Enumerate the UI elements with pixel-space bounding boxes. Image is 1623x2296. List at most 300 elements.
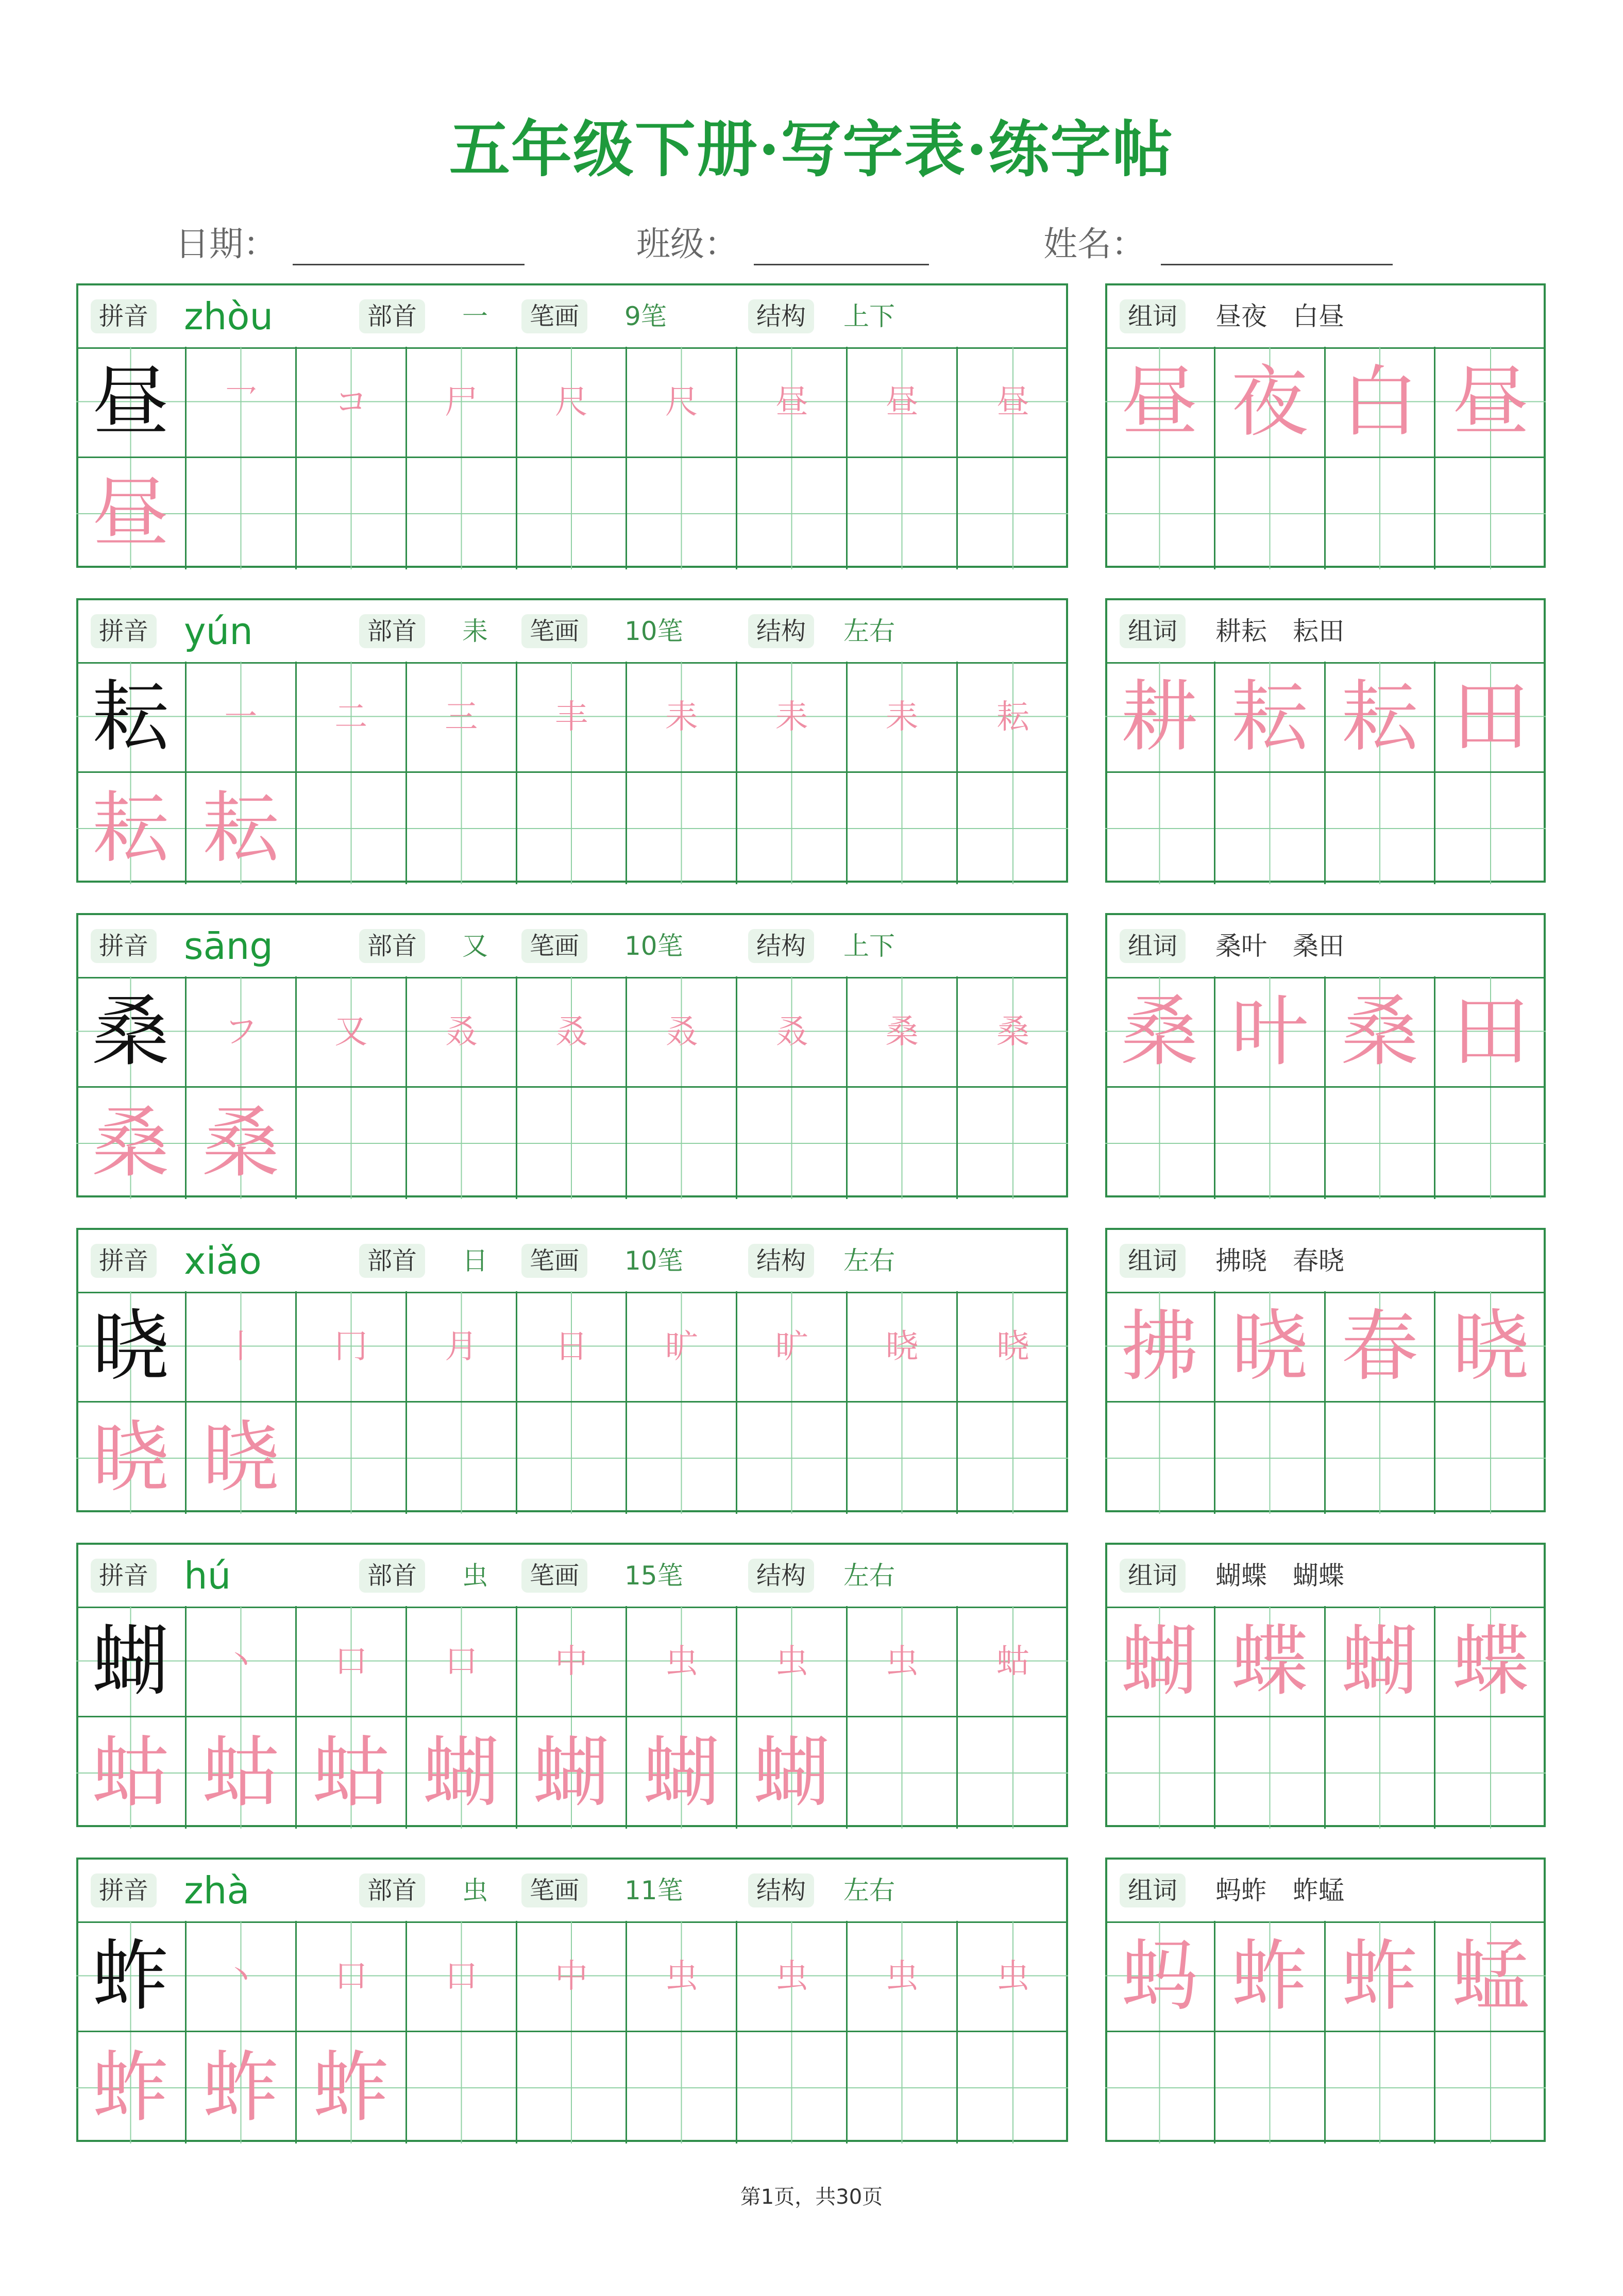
trace-cell[interactable] — [76, 773, 187, 884]
practice-cell[interactable] — [407, 1403, 517, 1514]
main-char-cell-glyph: 蝴 — [92, 1617, 170, 1707]
trace-cell-glyph: 桑 — [202, 1099, 280, 1188]
words-header — [1107, 1860, 1544, 1923]
stroke-step-cell-glyph: 叒 — [445, 1013, 478, 1051]
main-char-cell-glyph: 昼 — [92, 358, 170, 447]
main-char-cell-glyph: 晓 — [92, 1302, 170, 1392]
words-block-4 — [1105, 1228, 1546, 1512]
word-char-cell-glyph: 田 — [1452, 987, 1530, 1077]
practice-cell[interactable] — [737, 458, 848, 569]
pinyin-value: yún — [184, 610, 253, 653]
word-char-cell-glyph: 蚱 — [1341, 1932, 1418, 2021]
stroke-step-cell-glyph: 口 — [445, 1957, 478, 1996]
pinyin-tag: 拼音 — [91, 1244, 157, 1278]
word-practice-cell[interactable] — [1326, 1088, 1436, 1199]
word-char-cell[interactable] — [1435, 976, 1546, 1088]
trace-cell[interactable] — [76, 1403, 187, 1514]
radical-value: 虫 — [462, 1561, 488, 1591]
trace-cell-glyph: 蚱 — [92, 2043, 170, 2133]
stroke-step-cell[interactable] — [407, 1291, 517, 1403]
practice-cell[interactable] — [297, 1088, 407, 1199]
radical-tag: 部首 — [359, 929, 425, 963]
word-char-cell[interactable] — [1435, 1921, 1546, 2032]
main-char-cell[interactable] — [76, 1921, 187, 2032]
practice-cell[interactable] — [187, 458, 297, 569]
pinyin-tag: 拼音 — [91, 1559, 157, 1593]
word-char-cell-glyph: 桑 — [1121, 987, 1198, 1077]
stroke-step-cell[interactable] — [187, 1606, 297, 1717]
word-practice-cell[interactable] — [1105, 773, 1215, 884]
trace-cell[interactable] — [76, 458, 187, 569]
words-header — [1107, 1230, 1544, 1293]
practice-cell[interactable] — [848, 1717, 958, 1829]
word-char-cell[interactable] — [1326, 1606, 1436, 1717]
word-practice-cell[interactable] — [1326, 458, 1436, 569]
stroke-step-cell[interactable] — [517, 662, 628, 773]
trace-cell-glyph: 蚱 — [202, 2043, 280, 2133]
trace-cell-glyph: 蛄 — [312, 1728, 390, 1818]
class-field — [636, 216, 929, 265]
practice-cell[interactable] — [958, 1403, 1068, 1514]
practice-cell[interactable] — [627, 458, 737, 569]
word-char-cell[interactable] — [1105, 1606, 1215, 1717]
stroke-step-cell[interactable] — [517, 1291, 628, 1403]
stroke-step-cell-glyph: 口 — [334, 1643, 368, 1681]
radical-value: 又 — [462, 931, 488, 961]
word-char-cell-glyph: 叶 — [1231, 987, 1309, 1077]
word-practice-cell[interactable] — [1215, 773, 1326, 884]
stroke-step-cell[interactable] — [627, 1606, 737, 1717]
date-label: 日期： — [175, 224, 277, 264]
word-practice-cell[interactable] — [1105, 2032, 1215, 2143]
word-char-cell[interactable] — [1435, 662, 1546, 773]
strokes-tag: 笔画 — [521, 1873, 587, 1907]
words-block-1 — [1105, 283, 1546, 568]
stroke-step-cell-glyph: 中 — [554, 1957, 588, 1996]
words-header — [1107, 915, 1544, 978]
words-tag: 组词 — [1120, 299, 1186, 333]
word-char-cell[interactable] — [1105, 662, 1215, 773]
strokes-tag: 笔画 — [521, 299, 587, 333]
pinyin-value: sāng — [184, 924, 273, 968]
word-practice-cell[interactable] — [1215, 1403, 1326, 1514]
stroke-step-cell[interactable] — [848, 1921, 958, 2032]
word-char-cell[interactable] — [1215, 1606, 1326, 1717]
stroke-step-cell-glyph: フ — [224, 1013, 258, 1051]
word-practice-cell[interactable] — [1435, 1403, 1546, 1514]
class-input-line[interactable] — [754, 222, 929, 265]
stroke-step-cell-glyph: 晓 — [885, 1328, 919, 1366]
words-value: 拂晓 春晓 — [1215, 1246, 1344, 1276]
word-char-cell[interactable] — [1435, 347, 1546, 458]
structure-value: 上下 — [843, 931, 895, 961]
trace-cell-glyph: 晓 — [202, 1413, 280, 1503]
practice-cell[interactable] — [517, 1088, 628, 1199]
practice-cell[interactable] — [517, 458, 628, 569]
word-char-cell-glyph: 春 — [1341, 1302, 1418, 1392]
stroke-step-cell[interactable] — [517, 976, 628, 1088]
word-practice-cell[interactable] — [1105, 1088, 1215, 1199]
words-block-2 — [1105, 598, 1546, 883]
stroke-step-cell[interactable] — [297, 976, 407, 1088]
stroke-step-cell-glyph: 虫 — [775, 1643, 808, 1681]
trace-cell[interactable] — [187, 1403, 297, 1514]
practice-cell[interactable] — [958, 458, 1068, 569]
word-char-cell[interactable] — [1435, 1291, 1546, 1403]
word-char-cell-glyph: 晓 — [1452, 1302, 1530, 1392]
stroke-step-cell[interactable] — [737, 1921, 848, 2032]
word-char-cell-glyph: 耕 — [1121, 672, 1198, 762]
trace-cell[interactable] — [187, 1717, 297, 1829]
trace-cell-glyph: 蝴 — [422, 1728, 500, 1818]
stroke-step-cell-glyph: 虫 — [996, 1957, 1030, 1996]
word-char-cell[interactable] — [1105, 347, 1215, 458]
strokes-tag: 笔画 — [521, 929, 587, 963]
trace-cell-glyph: 蝴 — [532, 1728, 610, 1818]
words-tag: 组词 — [1120, 929, 1186, 963]
stroke-step-cell-glyph: 中 — [554, 1643, 588, 1681]
stroke-step-cell-glyph: 尺 — [554, 383, 588, 421]
stroke-step-cell-glyph: 耒 — [665, 698, 698, 736]
strokes-tag: 笔画 — [521, 1244, 587, 1278]
practice-cell[interactable] — [737, 1088, 848, 1199]
practice-cell[interactable] — [958, 1088, 1068, 1199]
word-char-cell-glyph: 桑 — [1341, 987, 1418, 1077]
trace-cell[interactable] — [187, 1088, 297, 1199]
char-block-3 — [76, 913, 1068, 1197]
strokes-tag: 笔画 — [521, 1559, 587, 1593]
trace-cell[interactable] — [297, 2032, 407, 2143]
word-practice-cell[interactable] — [1215, 1088, 1326, 1199]
main-char-cell[interactable] — [76, 662, 187, 773]
date-field — [175, 216, 525, 265]
trace-cell[interactable] — [76, 2032, 187, 2143]
stroke-step-cell[interactable] — [958, 1921, 1068, 2032]
stroke-step-cell-glyph: 又 — [334, 1013, 368, 1051]
practice-cell[interactable] — [737, 773, 848, 884]
word-practice-cell[interactable] — [1435, 458, 1546, 569]
stroke-step-cell-glyph: 虫 — [775, 1957, 808, 1996]
word-practice-cell[interactable] — [1105, 1403, 1215, 1514]
stroke-step-cell[interactable] — [407, 1921, 517, 2032]
word-char-cell-glyph: 耘 — [1231, 672, 1309, 762]
stroke-step-cell-glyph: 丶 — [224, 1643, 258, 1681]
word-practice-cell[interactable] — [1435, 2032, 1546, 2143]
main-char-cell[interactable] — [76, 976, 187, 1088]
main-char-cell[interactable] — [76, 347, 187, 458]
trace-cell-glyph: 蚱 — [312, 2043, 390, 2133]
stroke-step-cell-glyph: 二 — [334, 698, 368, 736]
word-char-cell-glyph: 田 — [1452, 672, 1530, 762]
pinyin-tag: 拼音 — [91, 614, 157, 648]
stroke-step-cell-glyph: 月 — [445, 1328, 478, 1366]
stroke-step-cell-glyph: 昼 — [996, 383, 1030, 421]
trace-cell-glyph: 昼 — [92, 469, 170, 559]
practice-cell[interactable] — [737, 2032, 848, 2143]
stroke-step-cell[interactable] — [737, 976, 848, 1088]
word-char-cell[interactable] — [1326, 976, 1436, 1088]
word-char-cell[interactable] — [1105, 1291, 1215, 1403]
trace-cell[interactable] — [187, 773, 297, 884]
practice-cell[interactable] — [297, 458, 407, 569]
practice-cell[interactable] — [407, 1088, 517, 1199]
word-practice-cell[interactable] — [1105, 458, 1215, 569]
structure-tag: 结构 — [748, 1559, 814, 1593]
word-char-cell-glyph: 蚱 — [1231, 1932, 1309, 2021]
stroke-step-cell[interactable] — [187, 1291, 297, 1403]
word-practice-cell[interactable] — [1215, 2032, 1326, 2143]
stroke-step-cell[interactable] — [627, 662, 737, 773]
practice-cell[interactable] — [848, 773, 958, 884]
date-input-line[interactable] — [293, 222, 525, 265]
stroke-step-cell[interactable] — [297, 1291, 407, 1403]
stroke-step-cell[interactable] — [848, 1606, 958, 1717]
radical-tag: 部首 — [359, 614, 425, 648]
stroke-step-cell-glyph: 乛 — [224, 383, 258, 421]
practice-cell[interactable] — [848, 1088, 958, 1199]
trace-cell[interactable] — [517, 1717, 628, 1829]
stroke-step-cell-glyph: 日 — [554, 1328, 588, 1366]
word-char-cell-glyph: 昼 — [1121, 358, 1198, 447]
words-header — [1107, 285, 1544, 349]
word-practice-cell[interactable] — [1435, 1088, 1546, 1199]
strokes-value: 10笔 — [624, 931, 683, 961]
trace-cell[interactable] — [297, 1717, 407, 1829]
structure-tag: 结构 — [748, 929, 814, 963]
stroke-step-cell-glyph: 旷 — [665, 1328, 698, 1366]
stroke-step-cell[interactable] — [958, 662, 1068, 773]
practice-cell[interactable] — [407, 773, 517, 884]
word-char-cell[interactable] — [1215, 662, 1326, 773]
stroke-step-cell[interactable] — [297, 662, 407, 773]
stroke-step-cell[interactable] — [848, 662, 958, 773]
word-char-cell[interactable] — [1326, 1921, 1436, 2032]
stroke-step-cell[interactable] — [848, 347, 958, 458]
structure-tag: 结构 — [748, 1873, 814, 1907]
practice-cell[interactable] — [517, 1403, 628, 1514]
name-field — [1043, 216, 1393, 265]
practice-cell[interactable] — [297, 1403, 407, 1514]
practice-cell[interactable] — [627, 2032, 737, 2143]
stroke-step-cell[interactable] — [627, 1921, 737, 2032]
practice-cell[interactable] — [737, 1403, 848, 1514]
pinyin-value: xiǎo — [184, 1239, 262, 1282]
word-char-cell[interactable] — [1215, 1921, 1326, 2032]
word-char-cell[interactable] — [1326, 662, 1436, 773]
practice-cell[interactable] — [958, 773, 1068, 884]
word-char-cell-glyph: 蝶 — [1231, 1617, 1309, 1707]
practice-cell[interactable] — [958, 2032, 1068, 2143]
trace-cell[interactable] — [76, 1088, 187, 1199]
stroke-step-cell[interactable] — [407, 976, 517, 1088]
words-block-6 — [1105, 1858, 1546, 2142]
word-practice-cell[interactable] — [1326, 773, 1436, 884]
stroke-step-cell[interactable] — [187, 976, 297, 1088]
word-practice-cell[interactable] — [1215, 458, 1326, 569]
practice-cell[interactable] — [848, 458, 958, 569]
stroke-step-cell-glyph: 尸 — [445, 383, 478, 421]
stroke-step-cell-glyph: 冂 — [334, 1328, 368, 1366]
stroke-step-cell[interactable] — [517, 1606, 628, 1717]
word-char-cell-glyph: 白 — [1341, 358, 1418, 447]
info-row — [0, 216, 1623, 273]
practice-cell[interactable] — [627, 1088, 737, 1199]
stroke-step-cell[interactable] — [517, 347, 628, 458]
words-header — [1107, 1545, 1544, 1608]
stroke-step-cell-glyph: 虫 — [885, 1957, 919, 1996]
char-block-2 — [76, 598, 1068, 883]
stroke-step-cell-glyph: 耒 — [775, 698, 808, 736]
stroke-step-cell[interactable] — [848, 976, 958, 1088]
stroke-step-cell-glyph: 旷 — [775, 1328, 808, 1366]
word-char-cell-glyph: 夜 — [1231, 358, 1309, 447]
word-char-cell[interactable] — [1105, 976, 1215, 1088]
trace-cell[interactable] — [627, 1717, 737, 1829]
stroke-step-cell[interactable] — [407, 347, 517, 458]
char-header — [78, 1230, 1066, 1293]
stroke-step-cell-glyph: 桑 — [885, 1013, 919, 1051]
stroke-step-cell[interactable] — [958, 1291, 1068, 1403]
stroke-step-cell[interactable] — [517, 1921, 628, 2032]
word-char-cell[interactable] — [1326, 347, 1436, 458]
stroke-step-cell-glyph: 昼 — [885, 383, 919, 421]
word-char-cell-glyph: 蜢 — [1452, 1932, 1530, 2021]
word-char-cell[interactable] — [1215, 1291, 1326, 1403]
char-header — [78, 1860, 1066, 1923]
stroke-step-cell-glyph: コ — [334, 383, 368, 421]
practice-cell[interactable] — [407, 458, 517, 569]
trace-cell-glyph: 蝴 — [753, 1728, 831, 1818]
words-block-5 — [1105, 1543, 1546, 1827]
stroke-step-cell[interactable] — [737, 662, 848, 773]
stroke-step-cell[interactable] — [958, 976, 1068, 1088]
char-header — [78, 915, 1066, 978]
structure-value: 左右 — [843, 1561, 895, 1591]
stroke-step-cell[interactable] — [958, 1606, 1068, 1717]
name-label: 姓名： — [1043, 224, 1145, 264]
stroke-step-cell[interactable] — [627, 347, 737, 458]
trace-cell-glyph: 耘 — [202, 784, 280, 873]
stroke-step-cell[interactable] — [627, 976, 737, 1088]
word-practice-cell[interactable] — [1326, 2032, 1436, 2143]
pinyin-tag: 拼音 — [91, 299, 157, 333]
words-block-3 — [1105, 913, 1546, 1197]
word-char-cell-glyph: 耘 — [1341, 672, 1418, 762]
stroke-step-cell-glyph: 丶 — [224, 1957, 258, 1996]
practice-cell[interactable] — [848, 1403, 958, 1514]
main-char-cell[interactable] — [76, 1606, 187, 1717]
pinyin-value: zhòu — [184, 295, 274, 338]
trace-cell-glyph: 蛄 — [202, 1728, 280, 1818]
word-char-cell-glyph: 蝴 — [1341, 1617, 1418, 1707]
word-practice-cell[interactable] — [1435, 1717, 1546, 1829]
stroke-step-cell[interactable] — [958, 347, 1068, 458]
page-title: 五年级下册·写字表·练字帖 — [449, 113, 1174, 185]
stroke-step-cell-glyph: 晓 — [996, 1328, 1030, 1366]
stroke-step-cell[interactable] — [737, 347, 848, 458]
practice-cell[interactable] — [627, 1403, 737, 1514]
strokes-value: 11笔 — [624, 1876, 683, 1905]
char-block-1 — [76, 283, 1068, 568]
name-input-line[interactable] — [1161, 222, 1393, 265]
words-tag: 组词 — [1120, 1244, 1186, 1278]
practice-cell[interactable] — [517, 773, 628, 884]
stroke-step-cell[interactable] — [297, 1606, 407, 1717]
trace-cell[interactable] — [76, 1717, 187, 1829]
stroke-step-cell[interactable] — [737, 1291, 848, 1403]
stroke-step-cell-glyph: 桑 — [996, 1013, 1030, 1051]
char-block-5 — [76, 1543, 1068, 1827]
stroke-step-cell[interactable] — [187, 347, 297, 458]
char-header — [78, 600, 1066, 664]
stroke-step-cell-glyph: 丰 — [554, 698, 588, 736]
word-practice-cell[interactable] — [1326, 1717, 1436, 1829]
structure-value: 左右 — [843, 1876, 895, 1905]
stroke-step-cell[interactable] — [848, 1291, 958, 1403]
main-char-cell-glyph: 蚱 — [92, 1932, 170, 2021]
main-char-cell-glyph: 耘 — [92, 672, 170, 762]
structure-tag: 结构 — [748, 614, 814, 648]
words-value: 蝴蝶 蝴蝶 — [1215, 1561, 1344, 1591]
main-char-cell[interactable] — [76, 1291, 187, 1403]
word-char-cell[interactable] — [1435, 1606, 1546, 1717]
practice-cell[interactable] — [848, 2032, 958, 2143]
stroke-step-cell[interactable] — [297, 347, 407, 458]
practice-cell[interactable] — [958, 1717, 1068, 1829]
word-practice-cell[interactable] — [1326, 1403, 1436, 1514]
pinyin-tag: 拼音 — [91, 1873, 157, 1907]
pinyin-value: zhà — [184, 1869, 250, 1912]
word-char-cell[interactable] — [1215, 976, 1326, 1088]
word-practice-cell[interactable] — [1435, 773, 1546, 884]
stroke-step-cell-glyph: 叒 — [665, 1013, 698, 1051]
stroke-step-cell[interactable] — [407, 662, 517, 773]
word-char-cell[interactable] — [1326, 1291, 1436, 1403]
stroke-step-cell[interactable] — [737, 1606, 848, 1717]
practice-cell[interactable] — [627, 773, 737, 884]
trace-cell[interactable] — [407, 1717, 517, 1829]
practice-cell[interactable] — [297, 773, 407, 884]
practice-cell[interactable] — [517, 2032, 628, 2143]
words-value: 昼夜 白昼 — [1215, 301, 1344, 331]
stroke-step-cell[interactable] — [297, 1921, 407, 2032]
radical-value: 一 — [462, 301, 488, 331]
strokes-value: 15笔 — [624, 1561, 683, 1591]
stroke-step-cell[interactable] — [187, 662, 297, 773]
words-value: 蚂蚱 蚱蜢 — [1215, 1876, 1344, 1905]
trace-cell[interactable] — [187, 2032, 297, 2143]
stroke-step-cell-glyph: 口 — [334, 1957, 368, 1996]
word-practice-cell[interactable] — [1215, 1717, 1326, 1829]
word-char-cell[interactable] — [1105, 1921, 1215, 2032]
stroke-step-cell-glyph: 三 — [445, 698, 478, 736]
stroke-step-cell-glyph: 虫 — [665, 1957, 698, 1996]
words-tag: 组词 — [1120, 614, 1186, 648]
trace-cell-glyph: 晓 — [92, 1413, 170, 1503]
strokes-tag: 笔画 — [521, 614, 587, 648]
practice-cell[interactable] — [407, 2032, 517, 2143]
stroke-step-cell-glyph: 口 — [445, 1643, 478, 1681]
word-practice-cell[interactable] — [1105, 1717, 1215, 1829]
radical-value: 耒 — [462, 616, 488, 646]
trace-cell-glyph: 耘 — [92, 784, 170, 873]
structure-tag: 结构 — [748, 1244, 814, 1278]
trace-cell[interactable] — [737, 1717, 848, 1829]
stroke-step-cell[interactable] — [627, 1291, 737, 1403]
stroke-step-cell[interactable] — [187, 1921, 297, 2032]
stroke-step-cell[interactable] — [407, 1606, 517, 1717]
word-char-cell[interactable] — [1215, 347, 1326, 458]
